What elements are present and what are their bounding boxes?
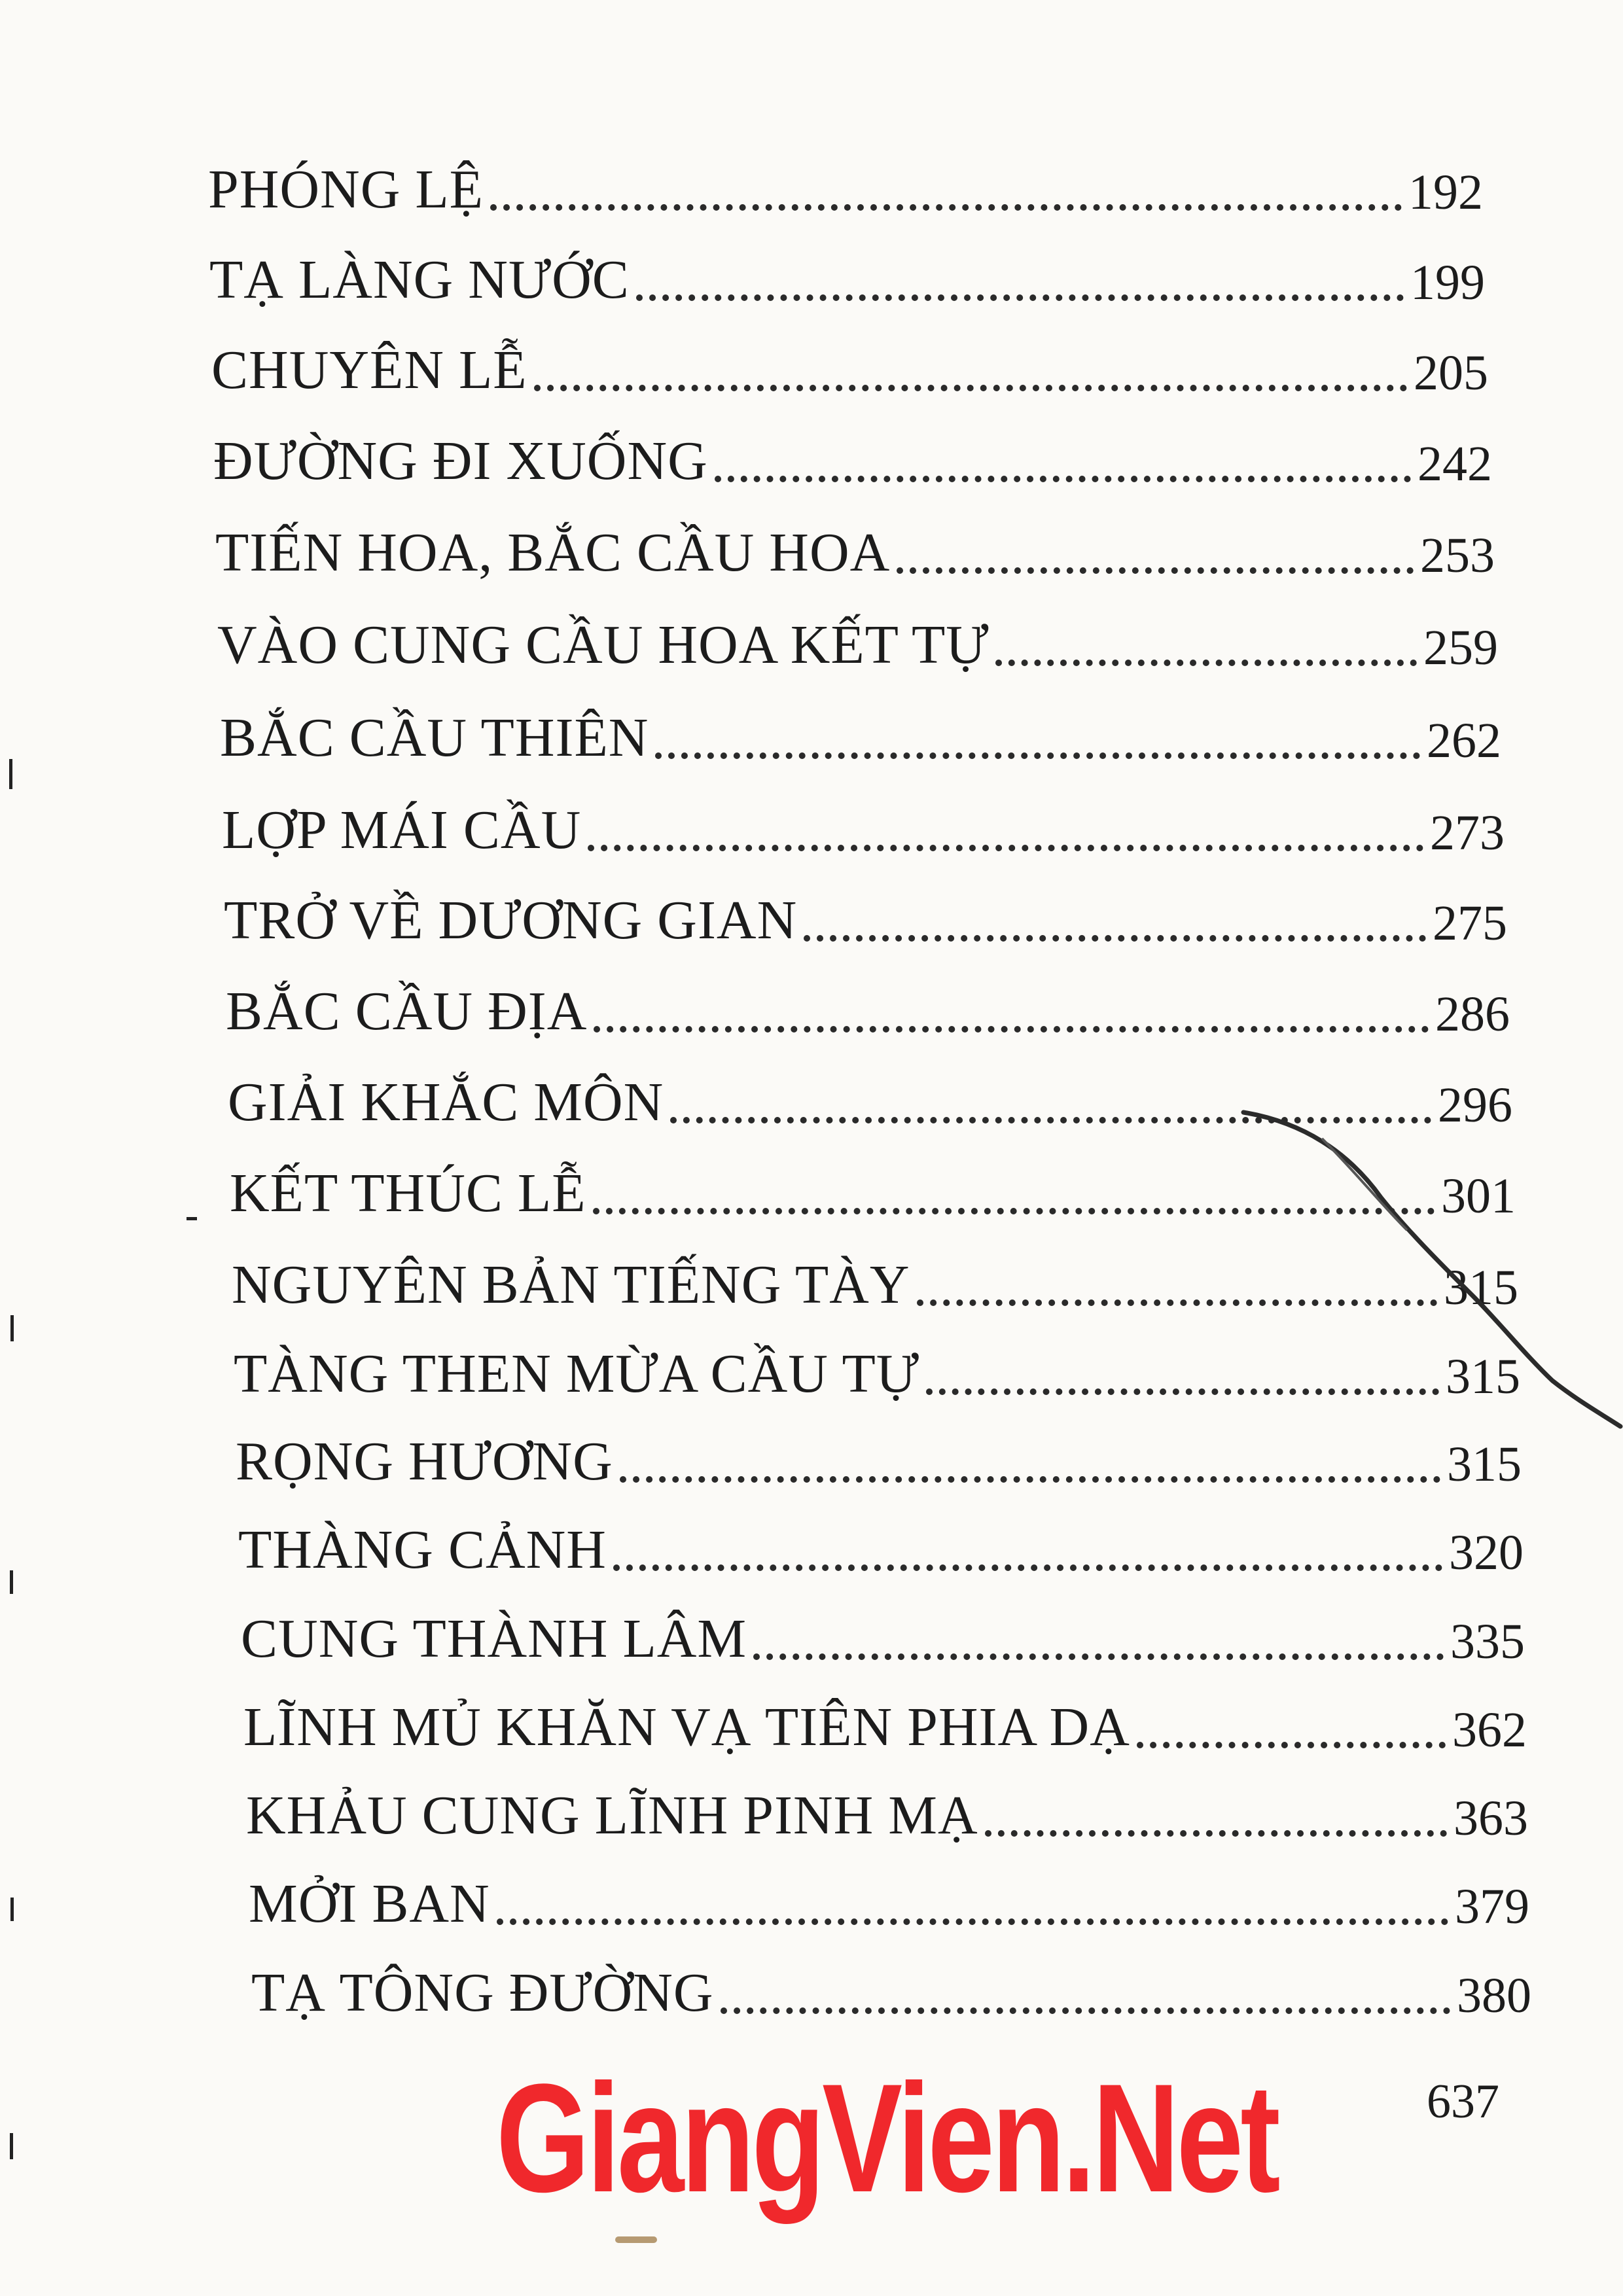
toc-entry-title: ĐƯỜNG ĐI XUỐNG [213, 431, 708, 491]
toc-entry-title: RỌNG HƯƠNG [236, 1431, 613, 1492]
toc-entry-page: 379 [1455, 1879, 1529, 1934]
toc-entry-title: VÀO CUNG CẦU HOA KẾT TỰ [217, 614, 990, 675]
toc-entry-page: 320 [1449, 1525, 1524, 1580]
toc-entry-page: 315 [1446, 1349, 1520, 1404]
toc-entry-title: PHÓNG LỆ [208, 159, 484, 220]
toc-entry-title: BẮC CẦU THIÊN [220, 707, 649, 768]
toc-entry-title: MỞI BAN [249, 1873, 490, 1934]
page-number: 637 [1427, 2075, 1499, 2128]
toc-entry-page: 275 [1433, 896, 1507, 951]
toc-entry-page: 315 [1447, 1437, 1522, 1492]
toc-entry-page: 253 [1420, 528, 1495, 583]
toc-entry-page: 286 [1435, 987, 1510, 1042]
toc-entry-page: 362 [1452, 1703, 1527, 1757]
toc-entry-title: LĨNH MỦ KHĂN VẠ TIÊN PHIA DẠ [243, 1697, 1130, 1757]
toc-entry-page: 296 [1438, 1078, 1512, 1133]
toc-entry-title: KHẢU CUNG LĨNH PINH MẠ [246, 1785, 978, 1846]
toc-entry-page: 242 [1418, 436, 1492, 491]
toc-entry-page: 262 [1427, 713, 1501, 768]
toc-entry-page: 259 [1423, 620, 1498, 675]
toc-entry-page: 192 [1408, 165, 1483, 220]
toc-entry-title: THÀNG CẢNH [238, 1519, 607, 1580]
toc-entry-title: LỢP MÁI CẦU [222, 800, 582, 860]
toc-entry-title: TẠ LÀNG NƯỚC [209, 249, 630, 310]
toc-entry-page: 380 [1457, 1968, 1531, 2023]
toc-entry-title: CHUYÊN LỄ [211, 340, 527, 400]
toc-entry-page: 301 [1441, 1169, 1516, 1224]
toc-entry-page: 199 [1410, 255, 1485, 310]
toc-entry-title: TIẾN HOA, BẮC CẦU HOA [215, 522, 891, 583]
toc-entry-title: BẮC CẦU ĐỊA [226, 981, 588, 1042]
toc-entry-title: TRỞ VỀ DƯƠNG GIAN [224, 890, 798, 951]
toc-entry-title: KẾT THÚC LỄ [230, 1163, 586, 1224]
toc-entry-title: TẠ TÔNG ĐƯỜNG [251, 1962, 714, 2023]
toc-entry-title: NGUYÊN BẢN TIẾNG TÀY [232, 1254, 910, 1315]
site-watermark: GiangVien.Net [496, 2052, 1277, 2225]
toc-entry-title: GIẢI KHẮC MÔN [228, 1072, 664, 1133]
toc-entry-page: 335 [1450, 1614, 1525, 1669]
toc-entry-page: 363 [1454, 1791, 1528, 1846]
toc-entry-page: 315 [1444, 1260, 1518, 1315]
toc-entry-title: CUNG THÀNH LÂM [241, 1608, 747, 1669]
toc-entry-page: 205 [1414, 345, 1488, 400]
toc-entry-title: TÀNG THEN MỪA CẦU TỰ [234, 1343, 919, 1404]
toc-entry-page: 273 [1430, 805, 1505, 860]
